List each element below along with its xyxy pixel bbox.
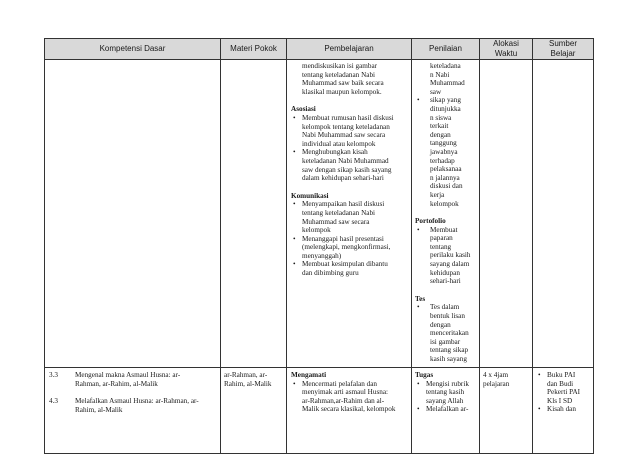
list-item-line: • Membuat kesimpulan dibantu (302, 260, 388, 269)
list-item-line: • Mengisi rubrik (426, 379, 469, 388)
portofolio-heading: Portofolio (415, 217, 446, 226)
list-item-line: isi gambar (430, 337, 461, 346)
list-item (291, 200, 407, 234)
list-item-line: keteladanan Nabi Muhammad (302, 156, 389, 165)
kd-text (75, 371, 180, 388)
list-item (291, 148, 407, 182)
pen-intro-line: Muhammad (430, 79, 465, 88)
list-item-line: Malik secara klasikal, kelompok (302, 405, 396, 414)
header-penilaian: Penilaian (412, 39, 480, 60)
komunikasi-list (291, 200, 407, 277)
list-item-line: pelaksanaa (430, 165, 462, 174)
header-kompetensi-dasar: Kompetensi Dasar (45, 39, 221, 60)
portofolio-list (415, 226, 476, 286)
row1-pembelajaran-cell (287, 60, 412, 368)
list-item (415, 405, 476, 414)
row2-alokasi-cell (480, 368, 533, 454)
pemb-intro-line: tentang keteladanan Nabi (302, 70, 376, 79)
list-item (415, 226, 476, 286)
table-header-row (45, 39, 594, 60)
list-item-line: menceritakan (430, 329, 469, 338)
list-item-line: tentang kasih (426, 388, 465, 397)
list-item (415, 303, 476, 363)
kd-item (49, 397, 216, 414)
list-item-line: kelompok (302, 226, 331, 235)
list-item-line: sayang dalam (430, 260, 470, 269)
list-item-line: (melengkapi, mengkonfirmasi, (302, 243, 391, 252)
row2-sumber-cell (533, 368, 594, 454)
list-item-line: n jalannya (430, 173, 460, 182)
list-item-line: terhadap (430, 156, 455, 165)
list-item-line: Pekerti PAI (547, 388, 581, 397)
list-item-line: • sikap yang (430, 96, 461, 105)
list-item-line: bentuk lisan (430, 312, 465, 321)
list-item-line: • Membuat rumusan hasil diskusi (302, 113, 394, 122)
list-item-line: perilaku kasih (430, 251, 471, 260)
list-item (415, 96, 476, 208)
kd-text-line: Rahim, al-Malik (75, 405, 123, 414)
kd-text (75, 397, 199, 414)
kd-number: 4.3 (49, 397, 58, 406)
list-item-line: • Melafalkan ar- (426, 405, 469, 414)
kd-number: 3.3 (49, 371, 58, 379)
row2-materi-cell (221, 368, 287, 454)
list-item-line: tentang sikap (430, 346, 469, 355)
list-item-line: sayang Allah (426, 396, 464, 405)
header-sumber-line1: Sumber (548, 39, 577, 48)
list-item-line: jawabnya (430, 147, 458, 156)
list-item-line: • Menanggapi hasil presentasi (302, 234, 384, 243)
list-item (536, 371, 590, 405)
list-item-line: Kls I SD (547, 396, 573, 405)
kd-item (49, 371, 216, 388)
list-item-line: tentang (430, 242, 452, 251)
pen-intro-line: keteladana (430, 62, 461, 70)
list-item-line: • Tes dalam (430, 303, 460, 312)
list-item-line: dan Budi (547, 379, 574, 388)
list-item (536, 405, 590, 414)
list-item (291, 235, 407, 261)
sumber-list (536, 371, 590, 414)
row2-penilaian-cell (412, 368, 480, 454)
row1-alokasi-cell (480, 60, 533, 368)
list-item-line: dan dibimbing guru (302, 269, 359, 278)
list-item-line: paparan (430, 234, 453, 243)
header-alokasi-line2: Waktu (494, 49, 518, 58)
list-item-line: • Buku PAI (547, 371, 576, 379)
table-row (45, 368, 594, 454)
list-item-line: kasih sayang (430, 355, 467, 363)
asosiasi-heading: Asosiasi (291, 105, 316, 114)
komunikasi-heading: Komunikasi (291, 191, 329, 200)
row1-kd-cell (45, 60, 221, 368)
pen-intro-line: n Nabi (430, 70, 450, 79)
alokasi-line: 4 x 4jam (483, 371, 509, 379)
list-item-line: menyanggah) (302, 251, 342, 260)
list-item-line: ar-Rahman,ar-Rahim dan al- (302, 396, 385, 405)
list-item-line: dengan (430, 130, 451, 139)
list-item-line: tentang keteladanan Nabi (302, 208, 376, 217)
list-item-line: dalam kehidupan sehari-hari (302, 174, 384, 183)
kd-text-line: Mengenal makna Asmaul Husna: ar- (75, 371, 181, 379)
mengamati-heading: Mengamati (291, 371, 327, 379)
header-materi-pokok: Materi Pokok (221, 39, 287, 60)
pemb-intro-line: mendiskusikan isi gambar (302, 62, 378, 70)
list-item-line: saw dengan sikap kasih sayang (302, 165, 392, 174)
kd-text-line: Melafalkan Asmaul Husna: ar-Rahman, ar- (75, 397, 199, 406)
list-item-line: • Menghubungkan kisah (302, 148, 368, 157)
list-item-line: kelompok (430, 199, 459, 208)
kd-text-line: Rahman, ar-Rahim, al-Malik (75, 379, 158, 388)
list-item-line: tanggung (430, 139, 457, 148)
row2-kd-cell (45, 368, 221, 454)
list-item-line: terkait (430, 122, 449, 131)
list-item-line: sehari-hari (430, 277, 461, 286)
header-sumber-line2: Belajar (550, 49, 576, 58)
row1-materi-cell (221, 60, 287, 368)
list-item (291, 114, 407, 148)
list-item (415, 380, 476, 406)
list-item-line: • Menyampaikan hasil diskusi (302, 200, 385, 209)
list-item-line: • Membuat (430, 225, 458, 234)
list-item-line: menyimak arti asmaul Husna: (302, 388, 389, 397)
list-item-line: kehidupan (430, 268, 460, 277)
list-item-line: • Mencermati pelafalan dan (302, 379, 378, 388)
penilaian-sikap-list (415, 96, 476, 208)
list-item (291, 380, 407, 414)
list-item-line: kelompok tentang keteladanan (302, 122, 390, 131)
header-alokasi-waktu (480, 39, 533, 60)
mengamati-list (291, 380, 407, 414)
list-item-line: • Kisah dan (547, 405, 576, 414)
pemb-intro-line: Muhammad saw baik secara (302, 79, 384, 88)
list-item-line: diskusi dan (430, 182, 463, 191)
row2-pembelajaran-cell (287, 368, 412, 454)
header-sumber-belajar (533, 39, 594, 60)
list-item-line: individual atau kelompok (302, 139, 376, 148)
header-pembelajaran: Pembelajaran (287, 39, 412, 60)
alokasi-line: pelajaran (483, 379, 510, 388)
row1-penilaian-cell (412, 60, 480, 368)
list-item (291, 260, 407, 277)
header-alokasi-line1: Alokasi (493, 39, 519, 48)
list-item-line: dengan (430, 320, 451, 329)
asosiasi-list (291, 114, 407, 183)
list-item-line: kerja (430, 190, 445, 199)
list-item-line: Nabi Muhammad saw secara (302, 131, 386, 140)
syllabus-table (44, 38, 594, 454)
pen-intro-line: saw (430, 87, 442, 96)
row1-sumber-cell (533, 60, 594, 368)
tes-heading: Tes (415, 294, 426, 303)
list-item-line: n siswa (430, 113, 452, 122)
materi-line: Rahim, al-Malik (224, 379, 272, 388)
tugas-heading: Tugas (415, 371, 434, 379)
pemb-intro-line: klasikal maupun kelompok. (302, 87, 382, 96)
table-row (45, 60, 594, 368)
tugas-list (415, 380, 476, 414)
list-item-line: Muhammad saw secara (302, 217, 370, 226)
materi-line: ar-Rahman, ar- (224, 371, 268, 379)
list-item-line: ditunjukka (430, 104, 461, 113)
tes-list (415, 303, 476, 363)
